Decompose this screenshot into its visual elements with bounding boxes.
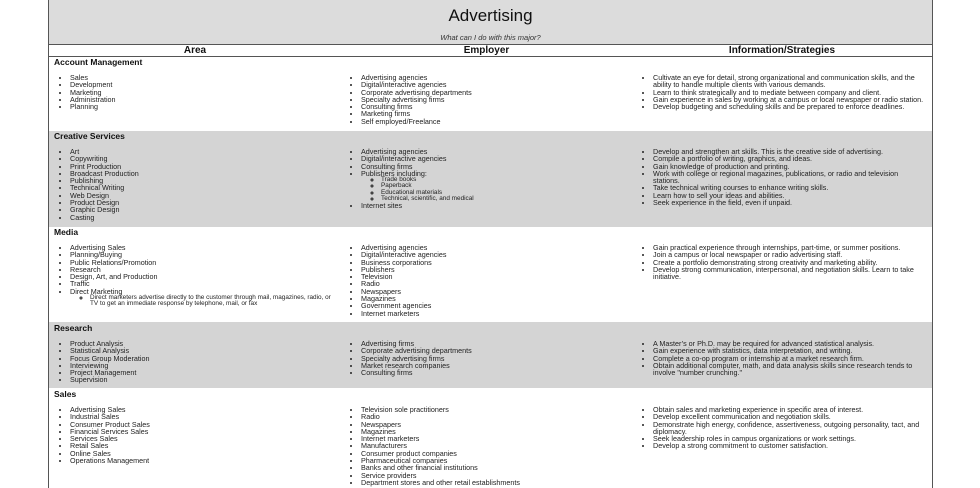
- list-item-text: Art: [70, 147, 80, 156]
- section-title: Sales: [54, 389, 77, 399]
- list-item-text: Pharmaceutical companies: [361, 456, 448, 466]
- list-item-text: Operations Management: [70, 456, 150, 466]
- list-item: [70, 103, 332, 110]
- employer-list: [361, 340, 623, 376]
- area-list: [70, 244, 332, 308]
- list-item-text: Newspapers: [361, 286, 401, 296]
- list-item: [361, 310, 623, 317]
- list-item-text: Gain knowledge of production and printing.: [653, 161, 790, 171]
- info-list: [653, 340, 925, 376]
- list-item-text: Consulting firms: [361, 102, 413, 112]
- list-item-text: Statistical Analysis: [70, 346, 130, 356]
- list-item-text: Design, Art, and Production: [70, 272, 158, 282]
- list-item-text: Develop budgeting and scheduling skills and be prepared to enforce deadlines.: [653, 102, 905, 112]
- list-item-text: Web Design: [70, 190, 110, 200]
- list-item: [361, 118, 623, 125]
- column-header-employer: Employer: [463, 45, 510, 56]
- list-item: [653, 74, 925, 89]
- list-item: [361, 170, 623, 202]
- list-item-text: Online Sales: [70, 448, 111, 458]
- list-item-text: Retail Sales: [70, 441, 109, 451]
- info-list: [653, 406, 925, 450]
- list-item-text: Planning/Buying: [70, 250, 122, 260]
- section-account-management: [49, 57, 932, 131]
- list-item-text: Financial Services Sales: [70, 426, 149, 436]
- list-item-text: Focus Group Moderation: [70, 353, 150, 363]
- list-item-text: Business corporations: [361, 257, 432, 267]
- list-item-text: Join a campus or local newspaper or radio advertising staff.: [653, 250, 843, 260]
- list-item-text: Planning: [70, 102, 98, 112]
- list-item-text: Internet marketers: [361, 434, 420, 444]
- list-item-text: Service providers: [361, 470, 417, 480]
- list-item-text: Specialty advertising firms: [361, 353, 445, 363]
- list-item-text: Digital/interactive agencies: [361, 80, 447, 90]
- section-creative-services: [49, 131, 932, 227]
- list-item-text: Graphic Design: [70, 205, 120, 215]
- list-item-text: Gain experience in sales by working at a campus or local newspaper or radio station.: [653, 94, 924, 104]
- list-item-text: Development: [70, 80, 113, 90]
- list-item-text: Compile a portfolio of writing, graphics, and ideas.: [653, 154, 813, 164]
- list-item-text: Radio: [361, 279, 380, 289]
- page-title: Advertising: [448, 6, 533, 25]
- list-item: [653, 421, 925, 436]
- list-item: [653, 170, 925, 185]
- list-item-text: Digital/interactive agencies: [361, 154, 447, 164]
- list-item-text: Advertising agencies: [361, 243, 428, 252]
- section-sales: [49, 388, 932, 488]
- list-item-text: Manufacturers: [361, 441, 407, 451]
- list-item-text: Direct Marketing: [70, 286, 123, 296]
- employer-list: [361, 74, 623, 125]
- list-item-text: Take technical writing courses to enhance writing skills.: [653, 183, 829, 193]
- list-item-text: Learn to think strategically and to mediate between company and client.: [653, 87, 882, 97]
- list-item-text: Develop strong communication, interpersonal, and negotiation skills. Learn to take initiative.: [653, 264, 914, 282]
- list-item-text: Obtain sales and marketing experience in specific area of interest.: [653, 405, 864, 414]
- list-item-text: Product Design: [70, 198, 120, 208]
- list-item-text: Demonstrate high energy, confidence, assertiveness, outgoing personality, tact, and diplomacy.: [653, 419, 920, 436]
- list-item-text: Specialty advertising firms: [361, 94, 445, 104]
- list-item-text: Advertising Sales: [70, 243, 126, 252]
- list-item: [70, 376, 332, 383]
- list-item: [653, 442, 925, 449]
- page-subtitle: What can I do with this major?: [440, 33, 541, 42]
- list-item: [361, 369, 623, 376]
- column-header-info: Information/Strategies: [728, 45, 836, 56]
- list-item-text: Cultivate an eye for detail, strong organizational and communication skills, and the ability to handle multiple clients with various demands.: [653, 73, 915, 90]
- employer-list: [361, 244, 623, 317]
- list-item-text: Publishers including:: [361, 168, 427, 178]
- list-item-text: Project Management: [70, 368, 137, 378]
- list-item-text: Administration: [70, 94, 116, 104]
- list-item-text: Advertising agencies: [361, 73, 428, 82]
- list-item-text: Publishers: [361, 264, 395, 274]
- list-item: [361, 288, 623, 295]
- list-item-text: Interviewing: [70, 360, 109, 370]
- list-item-text: Consumer product companies: [361, 448, 457, 458]
- career-table: [49, 57, 932, 488]
- list-item: [361, 479, 623, 486]
- list-item: [70, 81, 332, 88]
- area-list: [70, 406, 332, 464]
- list-item: [70, 369, 332, 376]
- list-item-text: Corporate advertising departments: [361, 346, 472, 356]
- list-item-text: Department stores and other retail establishments: [361, 477, 521, 487]
- list-item-text: Develop and strengthen art skills. This is the creative side of advertising.: [653, 147, 883, 156]
- list-item-text: Television sole practitioners: [361, 405, 449, 414]
- column-header-row: [49, 45, 932, 57]
- list-item: [70, 170, 332, 177]
- sub-list: [361, 177, 623, 202]
- info-list: [653, 244, 925, 280]
- list-item: [70, 206, 332, 213]
- list-item-text: Research: [70, 264, 101, 274]
- list-item: [361, 406, 623, 413]
- list-item: [70, 148, 332, 155]
- list-item-text: Public Relations/Promotion: [70, 257, 157, 267]
- employer-list: [361, 406, 623, 486]
- list-item-text: Radio: [361, 412, 380, 422]
- area-list: [70, 340, 332, 384]
- list-item-text: Create a portfolio demonstrating strong creativity and marketing ability.: [653, 257, 878, 267]
- list-item-text: Advertising Sales: [70, 405, 126, 414]
- list-item-text: Advertising firms: [361, 339, 415, 348]
- list-item: [70, 288, 332, 308]
- sub-list: [70, 295, 332, 308]
- list-item-text: Internet marketers: [361, 308, 420, 318]
- list-item-text: Broadcast Production: [70, 168, 139, 178]
- list-item-text: Technical Writing: [70, 183, 125, 193]
- list-item: [653, 199, 925, 206]
- list-item: [70, 96, 332, 103]
- list-item: [361, 273, 623, 280]
- list-item-text: Obtain additional computer, math, and data analysis skills since research tends to involve "number crunching.": [653, 360, 913, 378]
- list-item-text: Learn how to sell your ideas and abilities.: [653, 190, 785, 200]
- list-item-text: Supervision: [70, 375, 108, 385]
- column-header-area: Area: [183, 45, 207, 56]
- list-item-text: Corporate advertising departments: [361, 87, 472, 97]
- list-item-text: Consulting firms: [361, 161, 413, 171]
- list-item: [70, 184, 332, 191]
- list-item-text: Newspapers: [361, 419, 401, 429]
- sub-list-item: ◦ Educational materials: [381, 190, 623, 196]
- list-item-text: Internet sites: [361, 201, 403, 211]
- list-item: [70, 355, 332, 362]
- list-item-text: Product Analysis: [70, 339, 124, 348]
- list-item-text: Gain experience with statistics, data interpretation, and writing.: [653, 346, 853, 356]
- list-item-text: Consumer Product Sales: [70, 419, 150, 429]
- list-item-text: Develop excellent communication and negotiation skills.: [653, 412, 831, 422]
- section-research: [49, 322, 932, 388]
- list-item-text: Work with college or regional magazines, publications, or radio and television stations.: [653, 168, 899, 186]
- page-header: [49, 0, 932, 45]
- list-item: [70, 273, 332, 280]
- sub-list-item: ◦ Direct marketers advertise directly to the customer through mail, magazines, radio, or TV to get an immediate response by telephone, mail, or fax: [90, 295, 332, 308]
- section-title: Account Management: [54, 57, 143, 67]
- list-item: [653, 362, 925, 377]
- list-item-text: Magazines: [361, 294, 396, 304]
- list-item: [70, 457, 332, 464]
- list-item-text: Print Production: [70, 161, 122, 171]
- list-item: [361, 421, 623, 428]
- list-item-text: Marketing: [70, 87, 102, 97]
- list-item: [70, 435, 332, 442]
- area-list: [70, 74, 332, 110]
- list-item-text: Advertising agencies: [361, 147, 428, 156]
- list-item-text: Seek leadership roles in campus organizations or work settings.: [653, 434, 856, 444]
- list-item-text: Publishing: [70, 176, 104, 186]
- list-item-text: Consulting firms: [361, 368, 413, 378]
- list-item-text: Sales: [70, 73, 88, 82]
- section-title: Research: [54, 323, 93, 333]
- info-list: [653, 74, 925, 110]
- section-title: Creative Services: [54, 131, 125, 141]
- list-item-text: Digital/interactive agencies: [361, 250, 447, 260]
- sub-list-item: ◦ Paperback: [381, 183, 623, 189]
- list-item-text: Complete a co-op program or internship at a market research firm.: [653, 353, 864, 363]
- list-item-text: Traffic: [70, 279, 90, 289]
- area-list: [70, 148, 332, 221]
- list-item: [653, 103, 925, 110]
- page-sheet: [48, 0, 933, 488]
- list-item-text: Casting: [70, 212, 95, 222]
- list-item-text: A Master’s or Ph.D. may be required for advanced statistical analysis.: [653, 339, 875, 348]
- list-item-text: Marketing firms: [361, 109, 411, 119]
- section-media: [49, 227, 932, 322]
- list-item-text: Services Sales: [70, 434, 118, 444]
- list-item-text: Develop a strong commitment to customer satisfaction.: [653, 441, 828, 451]
- list-item-text: Self employed/Freelance: [361, 116, 441, 126]
- sub-list-item: ◦ Technical, scientific, and medical: [381, 196, 623, 202]
- list-item-text: Gain practical experience through internships, part-time, or summer positions.: [653, 243, 901, 252]
- list-item-text: Market research companies: [361, 360, 450, 370]
- list-item-text: Copywriting: [70, 154, 108, 164]
- list-item: [361, 202, 623, 209]
- list-item-text: Government agencies: [361, 301, 432, 311]
- list-item: [70, 259, 332, 266]
- list-item-text: Television: [361, 272, 393, 282]
- list-item-text: Seek experience in the field, even if unpaid.: [653, 198, 793, 208]
- list-item-text: Industrial Sales: [70, 412, 120, 422]
- list-item: [361, 259, 623, 266]
- info-list: [653, 148, 925, 206]
- list-item-text: Magazines: [361, 426, 396, 436]
- list-item: [70, 214, 332, 221]
- list-item-text: Banks and other financial institutions: [361, 463, 478, 473]
- list-item: [653, 266, 925, 281]
- list-item: [361, 266, 623, 273]
- sub-list-item: ◦ Trade books: [381, 177, 623, 183]
- employer-list: [361, 148, 623, 210]
- section-title: Media: [54, 227, 79, 237]
